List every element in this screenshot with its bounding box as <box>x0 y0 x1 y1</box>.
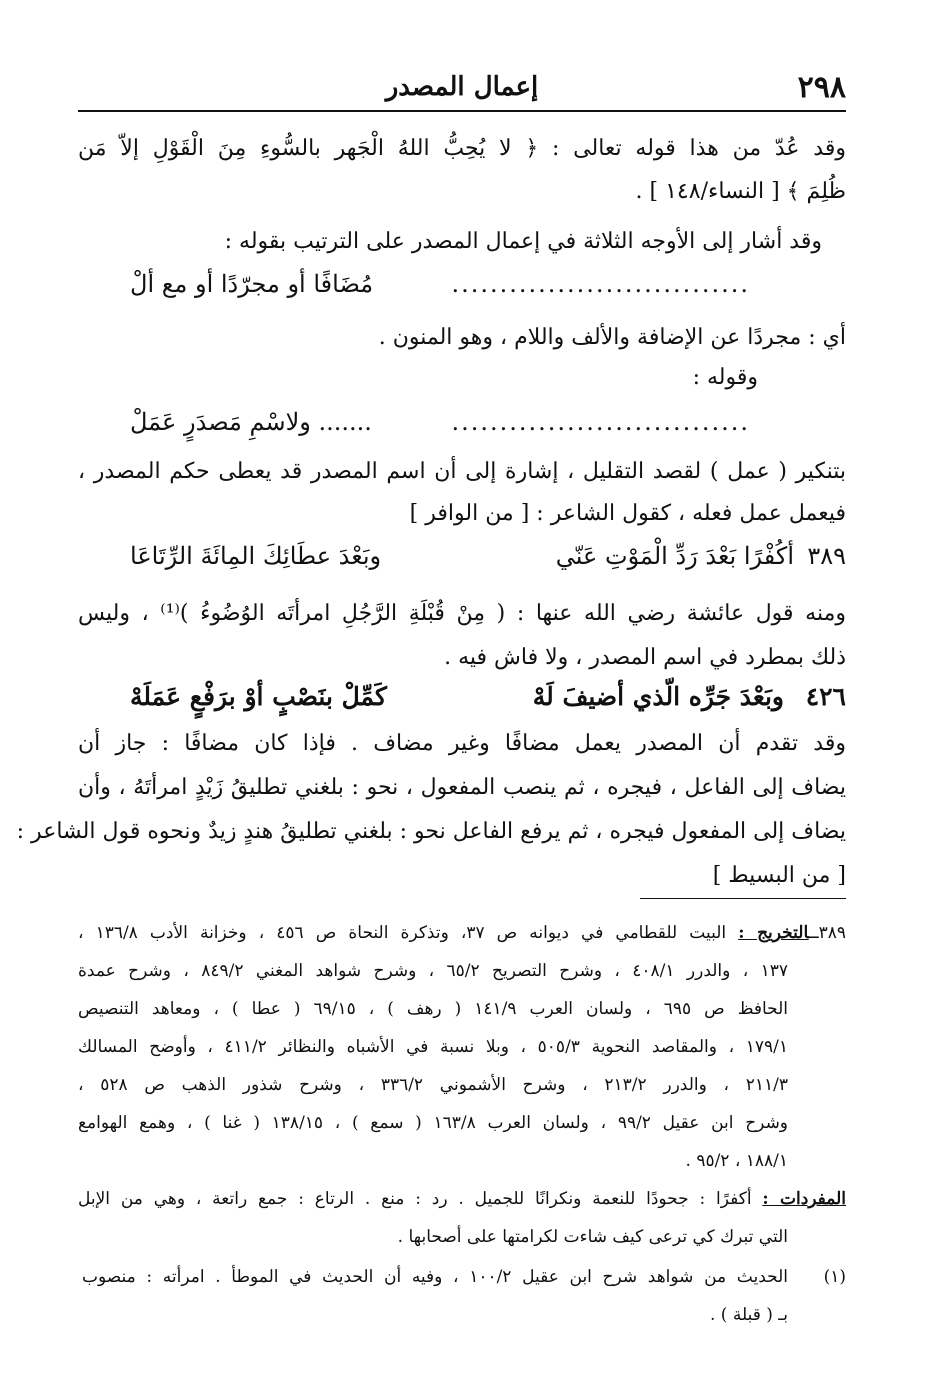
footnote-1-line-2: بـ ( قبلة ) . <box>710 1305 788 1325</box>
footnote-389-line-7: ١٨٨/١ ، ٩٥/٢ . <box>685 1151 788 1171</box>
footnote-389-line-2: ١٣٧ ، والدرر ٤٠٨/١ ، وشرح التصريح ٦٥/٢ ، وشرح شواهد المغني ٨٤٩/٢ ، وشرح عمدة <box>78 961 788 981</box>
poem-389-hemistich-2: وبَعْدَ عطَائِكَ المِائَةَ الرِّتَاعَا <box>130 542 382 570</box>
footnote-1-line-1 <box>78 1262 846 1292</box>
footnote-389-line-4: ١٧٩/١ ، والمقاصد النحوية ٥٠٥/٣ ، وبلا نسبة في الأشباه والنظائر ٤١١/٢ ، وأوضح المسالك <box>78 1037 788 1057</box>
footnote-389-number: ٣٨٩ــ <box>808 923 847 943</box>
text-line-3-content: وقد أشار إلى الأوجه الثلاثة في إعمال المصدر على الترتيب بقوله : <box>224 229 822 254</box>
verse-2-hemistich-1: ............................... <box>451 408 750 436</box>
text-line-10: وقد تقدم أن المصدر يعمل مضافًا وغير مضاف . فإذا كان مضافًا : جاز أن <box>78 731 846 756</box>
poem-426-hemistich-1: وبَعْدَ جَرِّه الّذي أضيفَ لَهْ <box>532 682 784 711</box>
poem-426-number: ٤٢٦ <box>805 682 846 711</box>
footnote-389-line-3: الحافظ ص ٦٩٥ ، ولسان العرب ١٤١/٩ ( رهف ) ، ٦٩/١٥ ( عطا ) ، ومعاهد التنصيص <box>78 999 789 1019</box>
vocabulary-line-1 <box>78 1184 846 1214</box>
text-line-5-content: وقوله : <box>692 365 758 390</box>
poem-426 <box>130 675 846 719</box>
footnote-separator <box>640 898 846 899</box>
poem-389-hemistich-1: أكُفْرًا بَعْدَ رَدِّ الْمَوْتِ عَنّي <box>555 542 794 570</box>
vocabulary-text-1: أكفرًا : جحودًا للنعمة ونكرانًا للجميل . رد : منع . الرتاع : جمع راتعة ، وهي من الإبل <box>78 1189 752 1209</box>
text-line-9: ذلك بمطرد في اسم المصدر ، ولا فاش فيه . <box>444 645 846 670</box>
text-line-7: فيعمل عمل فعله ، كقول الشاعر : [ من الوافر ] <box>409 501 846 526</box>
text-line-1: وقد عُدّ من هذا قوله تعالى : ﴿ لا يُحِبُّ اللهُ الْجَهر بالسُّوءِ مِنَ الْقَوْلِ إلاّ مَن <box>78 136 846 161</box>
footnote-389-line-5: ٢١١/٣ ، والدرر ٢١٣/٢ ، وشرح الأشموني ٣٣٦/٢ ، وشرح شذور الذهب ص ٥٢٨ ، <box>78 1075 789 1095</box>
verse-1 <box>130 262 750 306</box>
text-line-4: أي : مجردًا عن الإضافة والألف واللام ، وهو المنون . <box>378 325 846 350</box>
text-line-11: يضاف إلى الفاعل ، فيجره ، ثم ينصب المفعول ، نحو : بلغني تطليقُ زَيْدٍ امرأتَهُ ، وأن <box>78 775 846 800</box>
footnote-389-text-1: البيت للقطامي في ديوانه ص ٣٧، وتذكرة النحاة ص ٤٥٦ ، وخزانة الأدب ١٣٦/٨ ، <box>78 923 727 943</box>
poem-389 <box>130 534 846 578</box>
footnote-389-line-1 <box>78 918 846 948</box>
text-line-8: ومنه قول عائشة رضي الله عنها : ( مِنْ قُبْلَةِ الرَّجُلِ امرأتَه الوُضُوءُ )⁽¹⁾ ، وليس <box>78 601 846 626</box>
vocabulary-label: المفردات : <box>762 1189 847 1209</box>
verse-1-hemistich-2: مُضَافًا أو مجرّدًا أو مع ألْ <box>130 270 374 298</box>
poem-426-hemistich-2: كَمِّلْ بنَصْبٍ أوْ برَفْعٍ عَمَلَهْ <box>130 682 387 711</box>
verse-2-hemistich-2: ....... ولاسْمِ مَصدَرٍ عَمَلْ <box>130 408 372 436</box>
text-line-2: ظُلِمَ ﴾ [ النساء/١٤٨ ] . <box>635 179 846 204</box>
text-line-3 <box>78 220 846 264</box>
footnote-1-number: (١) <box>823 1267 846 1287</box>
footnote-1-text-1: الحديث من شواهد شرح ابن عقيل ١٠٠/٢ ، وفيه أن الحديث في الموطأ . امرأته : منصوب <box>82 1267 788 1287</box>
text-line-5 <box>78 356 846 400</box>
verse-2 <box>130 400 750 444</box>
page-number: ٢٩٨ <box>797 70 846 105</box>
footnote-389-line-6: وشرح ابن عقيل ٩٩/٢ ، ولسان العرب ١٦٣/٨ ( سمع ) ، ١٣٨/١٥ ( غنا ) ، وهمع الهوامع <box>78 1113 789 1133</box>
poem-389-number: ٣٨٩ <box>807 542 846 570</box>
page-title: إعمال المصدر <box>385 72 539 102</box>
verse-1-hemistich-1: ............................... <box>451 270 750 298</box>
text-line-12: يضاف إلى المفعول فيجره ، ثم يرفع الفاعل نحو : بلغني تطليقُ هندٍ زيدٌ ونحوه قول الشاعر : <box>16 819 846 844</box>
header-rule <box>78 110 846 112</box>
text-line-6: بتنكير ( عمل ) لقصد التقليل ، إشارة إلى أن اسم المصدر قد يعطى حكم المصدر ، <box>78 459 846 484</box>
vocabulary-line-2: التي تبرك كي ترعى كيف شاءت لكرامتها على أصحابها . <box>397 1227 788 1247</box>
page-header <box>78 70 846 108</box>
footnote-389-label: التخريج : <box>738 923 809 943</box>
text-line-13: [ من البسيط ] <box>712 863 846 888</box>
